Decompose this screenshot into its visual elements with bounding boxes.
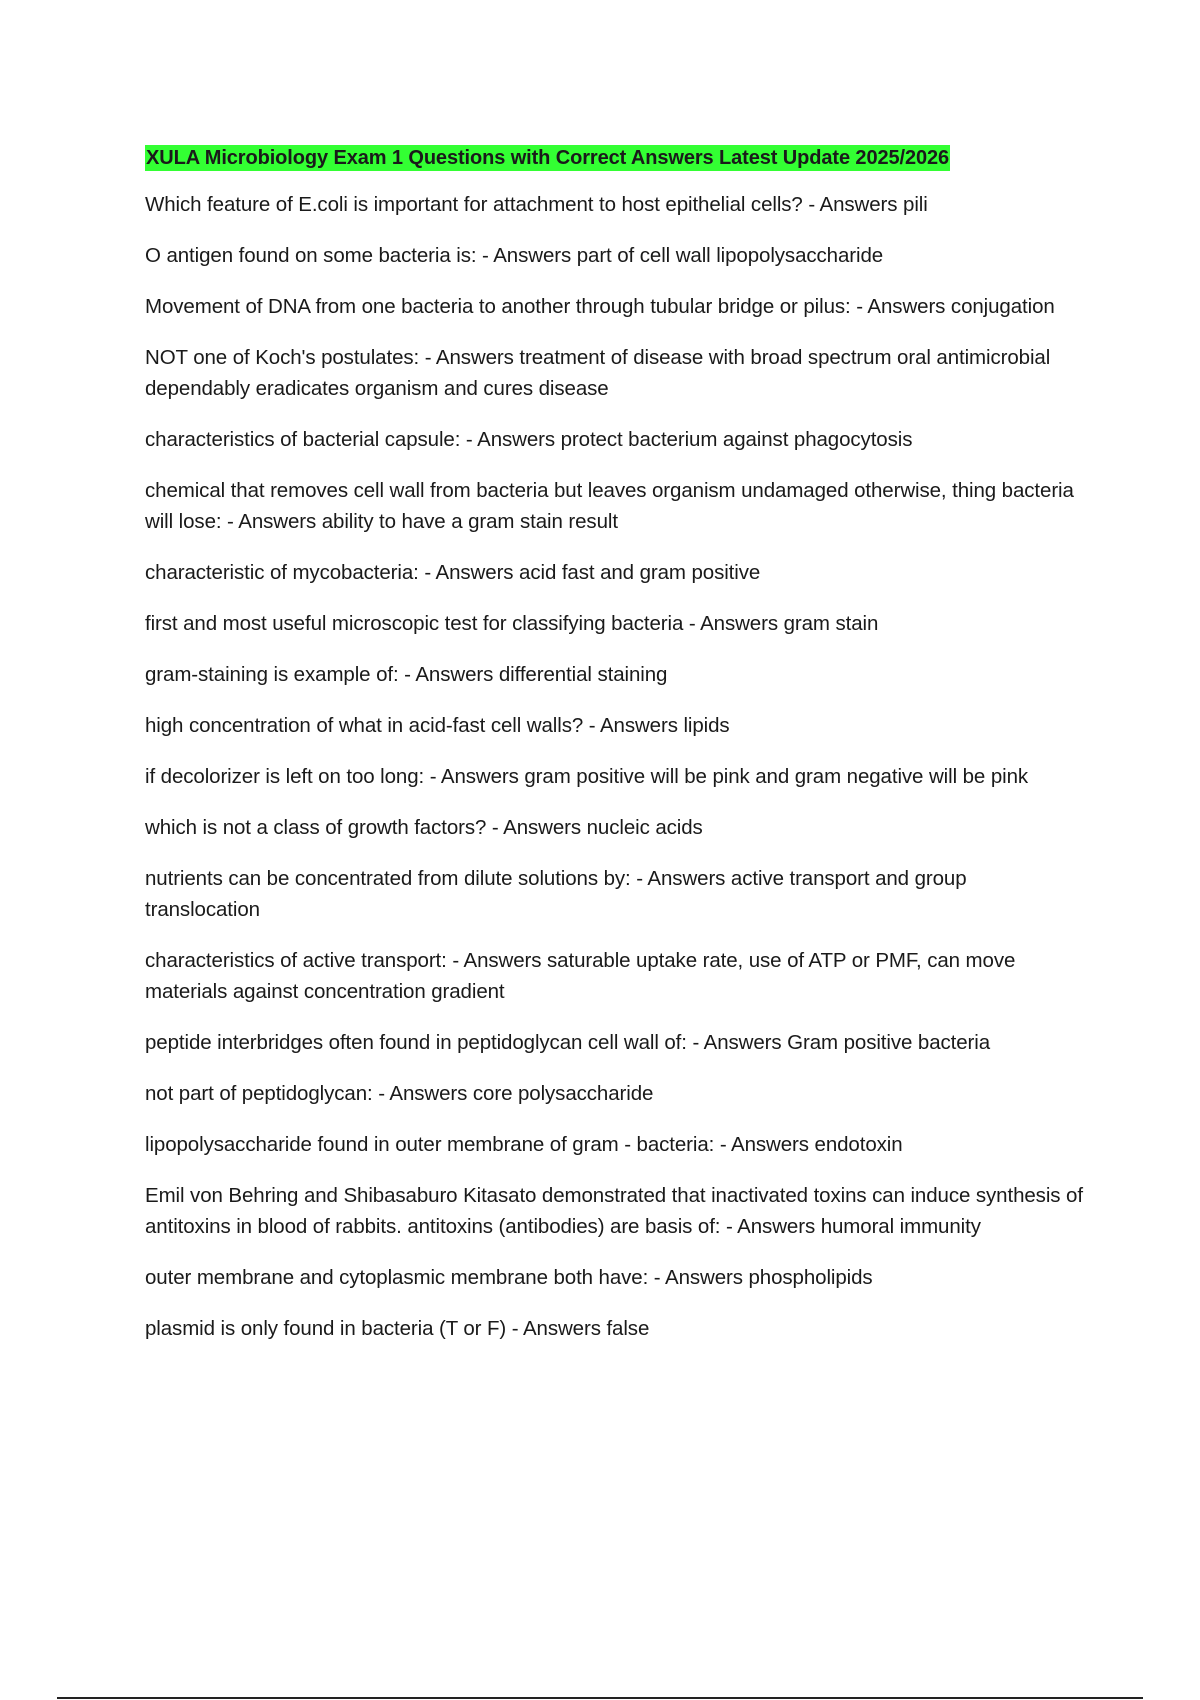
qa-item: outer membrane and cytoplasmic membrane both have: - Answers phospholipids xyxy=(145,1266,873,1289)
qa-list xyxy=(145,189,1085,1344)
footer-divider xyxy=(57,1697,1143,1699)
qa-item: nutrients can be concentrated from dilute solutions by: - Answers active transport and group translocation xyxy=(145,867,967,921)
qa-item: plasmid is only found in bacteria (T or F) - Answers false xyxy=(145,1317,650,1340)
qa-item: Emil von Behring and Shibasaburo Kitasato demonstrated that inactivated toxins can induce synthesis of antitoxins in blood of rabbits. antitoxins (antibodies) are basis of: - Answers humoral immunity xyxy=(145,1184,1083,1238)
qa-item: NOT one of Koch's postulates: - Answers treatment of disease with broad spectrum oral antimicrobial dependably eradicates organism and cures disease xyxy=(145,346,1051,400)
qa-item: gram-staining is example of: - Answers differential staining xyxy=(145,663,668,686)
document-content xyxy=(145,145,1085,1364)
qa-item: high concentration of what in acid-fast cell walls? - Answers lipids xyxy=(145,714,730,737)
qa-item: peptide interbridges often found in peptidoglycan cell wall of: - Answers Gram positive bacteria xyxy=(145,1031,991,1054)
document-title: XULA Microbiology Exam 1 Questions with Correct Answers Latest Update 2025/2026 xyxy=(146,147,950,169)
qa-item: O antigen found on some bacteria is: - Answers part of cell wall lipopolysaccharide xyxy=(145,244,884,267)
qa-item: first and most useful microscopic test for classifying bacteria - Answers gram stain xyxy=(145,612,879,635)
qa-item: characteristics of active transport: - Answers saturable uptake rate, use of ATP or PMF, can move materials against concentration gradient xyxy=(145,949,1016,1003)
qa-item: Which feature of E.coli is important for attachment to host epithelial cells? - Answers pili xyxy=(145,193,928,216)
qa-item: lipopolysaccharide found in outer membrane of gram - bacteria: - Answers endotoxin xyxy=(145,1133,903,1156)
qa-item: if decolorizer is left on too long: - Answers gram positive will be pink and gram negative will be pink xyxy=(145,765,1029,788)
qa-item: which is not a class of growth factors? - Answers nucleic acids xyxy=(145,816,703,839)
qa-item: not part of peptidoglycan: - Answers core polysaccharide xyxy=(145,1082,654,1105)
qa-item: chemical that removes cell wall from bacteria but leaves organism undamaged otherwise, thing bacteria will lose: - Answers ability to have a gram stain result xyxy=(145,479,1074,533)
qa-item: characteristic of mycobacteria: - Answers acid fast and gram positive xyxy=(145,561,761,584)
qa-item: Movement of DNA from one bacteria to another through tubular bridge or pilus: - Answers conjugation xyxy=(145,295,1055,318)
qa-item: characteristics of bacterial capsule: - Answers protect bacterium against phagocytosis xyxy=(145,428,913,451)
